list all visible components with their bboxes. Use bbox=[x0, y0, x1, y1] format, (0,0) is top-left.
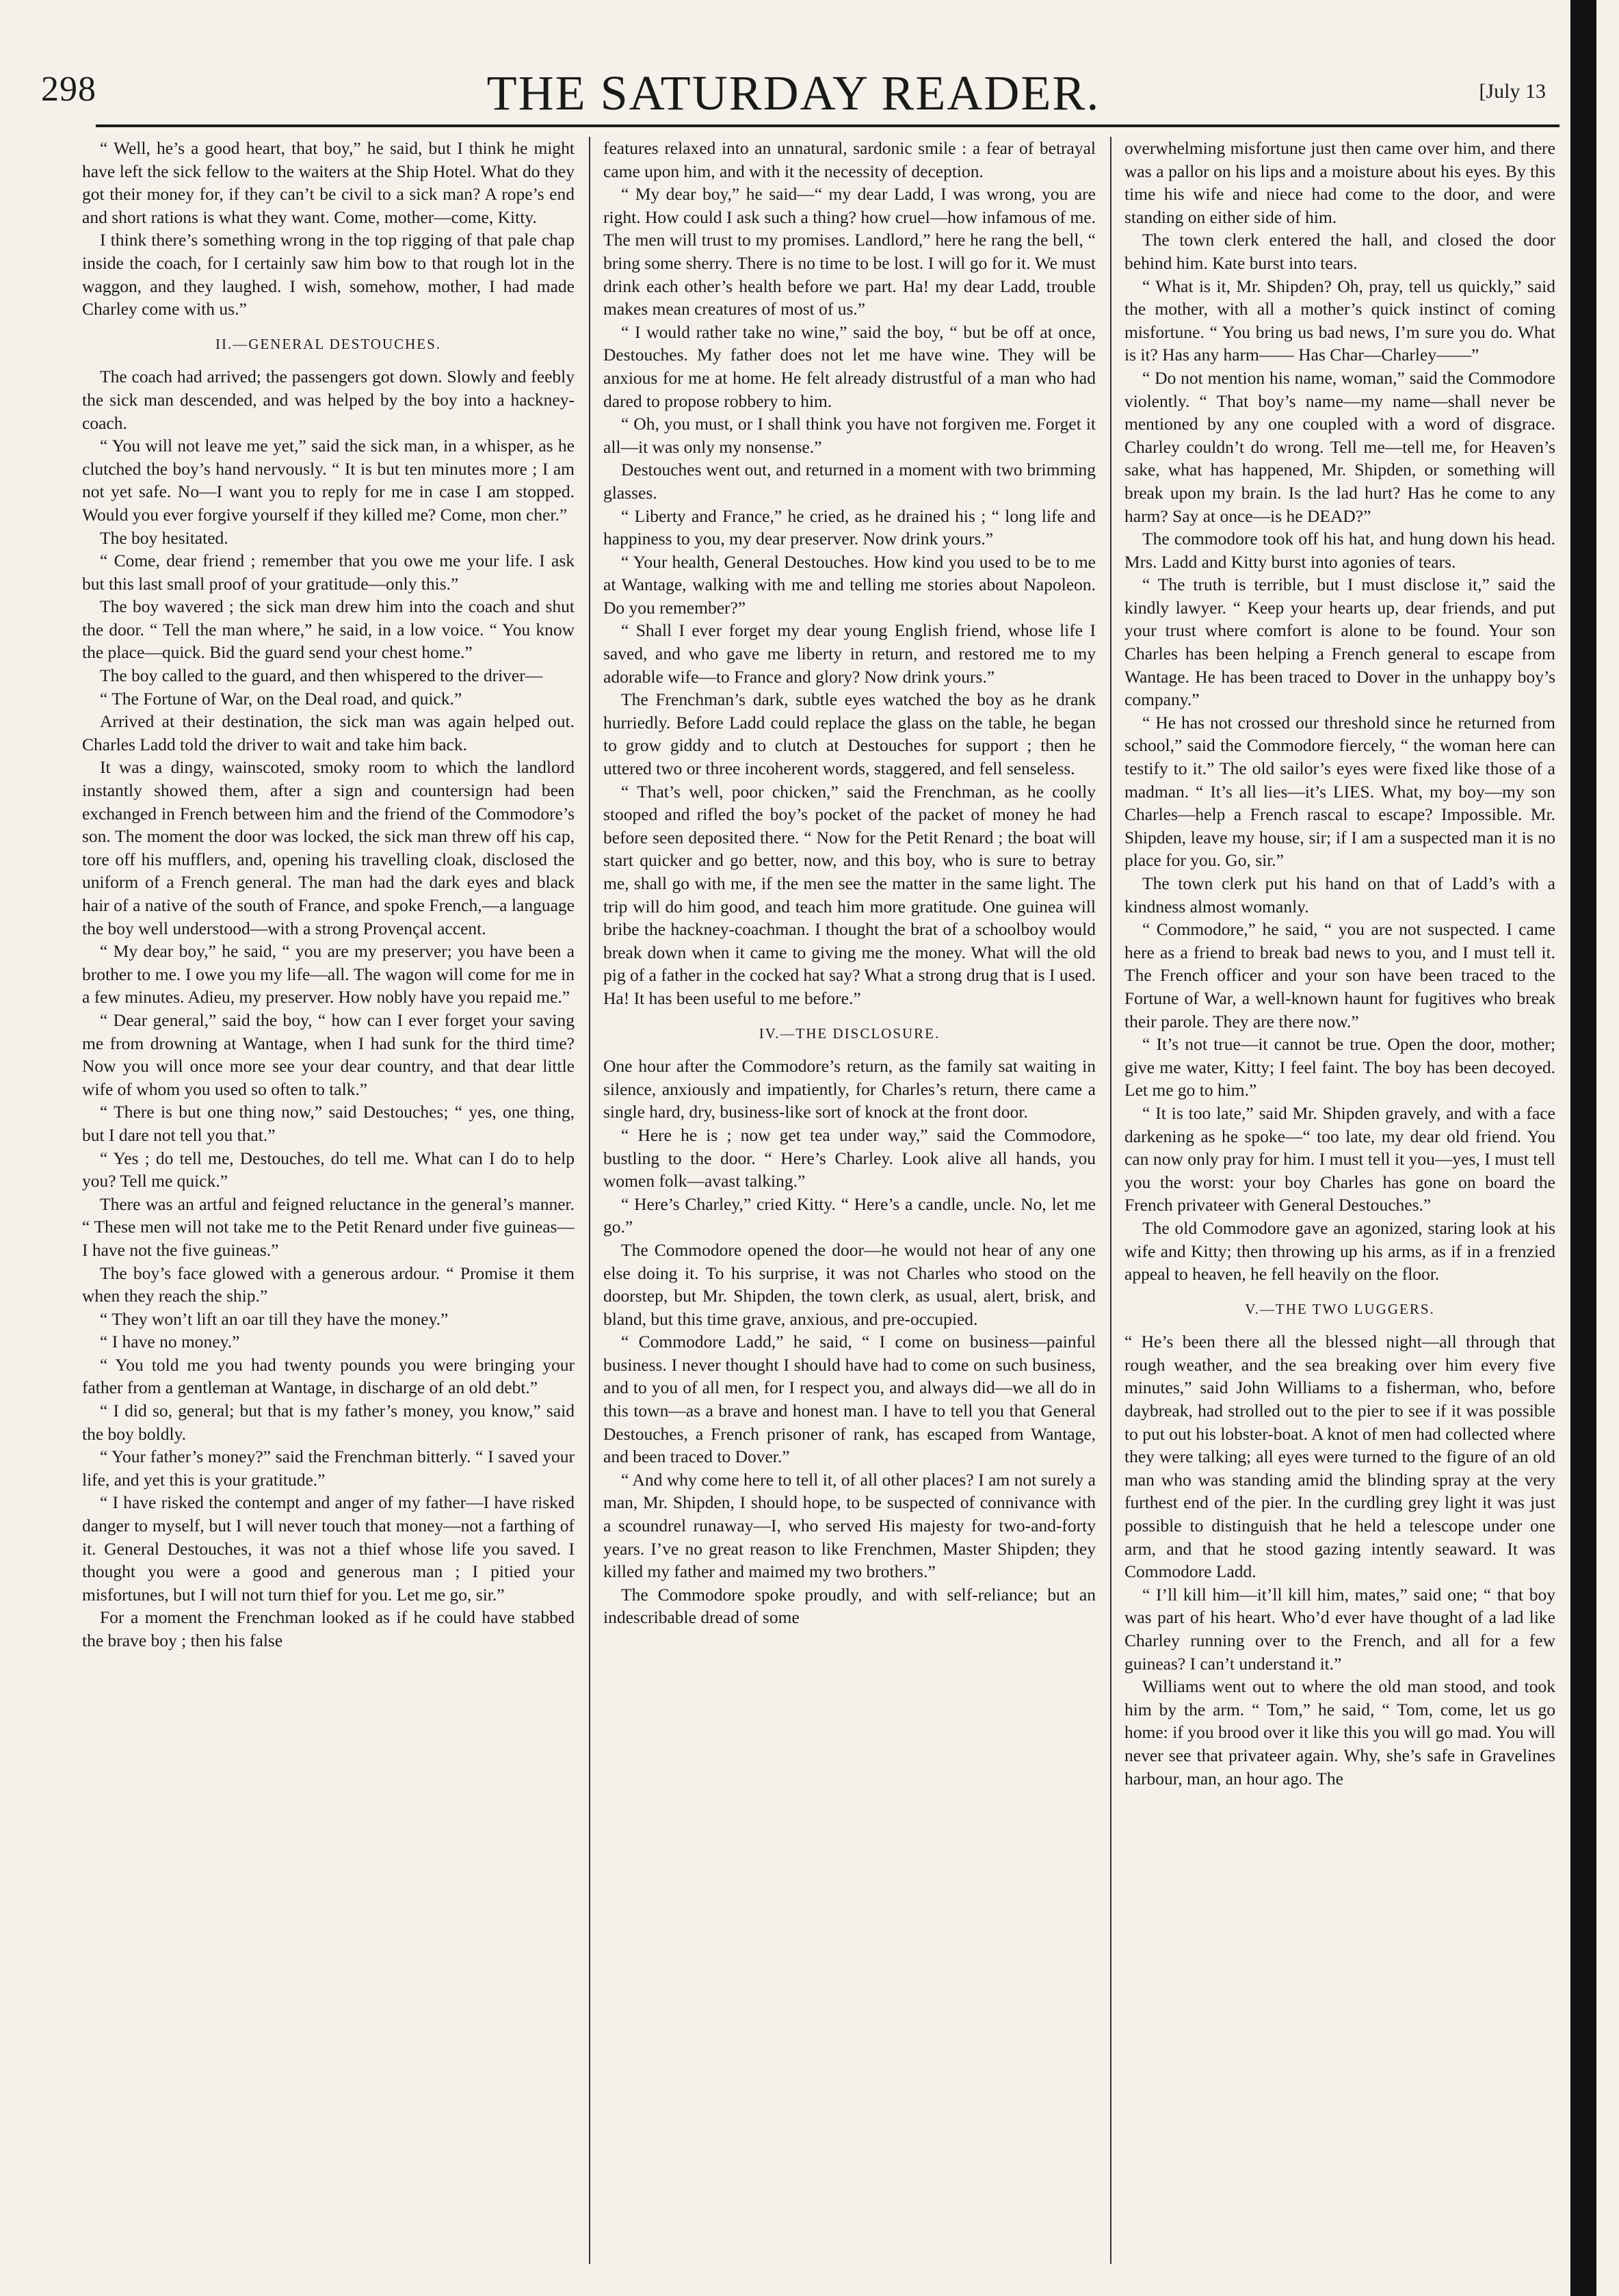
paragraph: “ He’s been there all the blessed night—all through that rough weather, and the sea breaking over him every five minutes,” said John Williams to a fisherman, who, before daybreak, had strolled out to the pier to see if it was possible to put out his lobster-boat. A knot of men had collected where they were talking; all eyes were turned to the figure of an old man who was standing amid the blinding spray at the very furthest end of the pier. In the curdling grey light it was just possible to distinguish that he held a telescope under one arm, and that he stood gazing intently seaward. It was Commodore Ladd. bbox=[1124, 1332, 1555, 1582]
paragraph: The Commodore spoke proudly, and with self-reliance; but an indescribable dread of some bbox=[603, 1584, 1096, 1628]
paragraph: “ Your father’s money?” said the Frenchman bitterly. “ I saved your life, and yet this is your gratitude.” bbox=[82, 1447, 575, 1490]
paragraph: The boy called to the guard, and then whispered to the driver— bbox=[100, 665, 543, 686]
page-number: 298 bbox=[41, 70, 96, 109]
paragraph: One hour after the Commodore’s return, as the family sat waiting in silence, anxiously and impatiently, for Charles’s return, there came a single hard, dry, business-like sort of knock at the front door. bbox=[603, 1056, 1096, 1122]
paragraph: Williams went out to where the old man stood, and took him by the arm. “ Tom,” he said, “ Tom, come, let us go home: if you brood over it like this you will go mad. You will never see that privateer again. Why, she’s safe in Gravelines harbour, man, an hour ago. The bbox=[1124, 1676, 1555, 1789]
paragraph: The boy wavered ; the sick man drew him into the coach and shut the door. “ Tell the man where,” he said, in a low voice. “ You know the place—quick. Bid the guard send your chest home.” bbox=[82, 596, 575, 663]
paragraph: “ There is but one thing now,” said Destouches; “ yes, one thing, but I dare not tell you that.” bbox=[82, 1102, 575, 1145]
paragraph: The town clerk entered the hall, and closed the door behind him. Kate burst into tears. bbox=[1124, 230, 1555, 273]
page-header bbox=[41, 65, 1546, 127]
paragraph: Destouches went out, and returned in a moment with two brimming glasses. bbox=[603, 460, 1096, 503]
section-heading: V.—THE TWO LUGGERS. bbox=[1245, 1300, 1435, 1317]
paragraph: “ Do not mention his name, woman,” said the Commodore violently. “ That boy’s name—my name—shall never be mentioned by any one coupled with a word of disgrace. Charley couldn’t do wrong. Tell me—tell me, for Heaven’s sake, what has happened, Mr. Shipden, or something will break upon my brain. Is the lad hurt? Has he come to any harm? Say at once—is he DEAD?” bbox=[1124, 367, 1555, 526]
paragraph: “ Liberty and France,” he cried, as he drained his ; “ long life and happiness to you, my dear preserver. Now drink yours.” bbox=[603, 505, 1096, 549]
paragraph: overwhelming misfortune just then came over him, and there was a pallor on his lips and a moisture about his eyes. By this time his wife and niece had come to the door, and were standing on either side of him. bbox=[1124, 138, 1555, 227]
paragraph: The boy’s face glowed with a generous ardour. “ Promise it them when they reach the ship.” bbox=[82, 1263, 575, 1306]
paragraph: There was an artful and feigned reluctance in the general’s manner. “ These men will not take me to the Petit Renard under five guineas—I have not the five guineas.” bbox=[82, 1193, 575, 1260]
text-column-3 bbox=[1124, 137, 1555, 2264]
section-heading: II.—GENERAL DESTOUCHES. bbox=[215, 335, 442, 352]
paragraph: I think there’s something wrong in the top rigging of that pale chap inside the coach, for I certainly saw him bow to that rough lot in the waggon, and they laughed. I wish, somehow, mother, I had made Charley come with us.” bbox=[82, 230, 575, 319]
paragraph: “ And why come here to tell it, of all other places? I am not surely a man, Mr. Shipden, I should hope, to be suspected of connivance with a scoundrel runaway—I, who served His majesty for two-and-forty years. I’ve no great reason to like Frenchmen, Master Shipden; they killed my father and maimed my two brothers.” bbox=[603, 1469, 1096, 1582]
paragraph: “ You told me you had twenty pounds you were bringing your father from a gentleman at Wantage, in discharge of an old debt.” bbox=[82, 1354, 575, 1398]
masthead: THE SATURDAY READER. bbox=[486, 66, 1101, 120]
text-column-1 bbox=[82, 137, 575, 2264]
paragraph: The town clerk put his hand on that of Ladd’s with a kindness almost womanly. bbox=[1124, 873, 1555, 916]
paragraph: “ I have no money.” bbox=[100, 1332, 240, 1352]
paragraph: The old Commodore gave an agonized, staring look at his wife and Kitty; then throwing up his arms, as if in a frenzied appeal to heaven, he fell heavily on the floor. bbox=[1124, 1217, 1555, 1284]
paragraph: “ You will not leave me yet,” said the sick man, in a whisper, as he clutched the boy’s hand nervously. “ It is but ten minutes more ; I am not yet safe. No—I want you to reply for me in case I am stopped. Would you ever forgive yourself if they killed me? Come, mon cher.” bbox=[82, 436, 575, 525]
text-column-2 bbox=[603, 137, 1096, 2264]
paragraph: “ That’s well, poor chicken,” said the Frenchman, as he coolly stooped and rifled the boy’s pocket of the packet of money he had before seen deposited there. “ Now for the Petit Renard ; the boat will start quicker and go better, now, and this boy, who is sure to betray me, shall go with me, if the men see the matter in the same light. The trip will do him good, and teach him more gratitude. One guinea will bribe the hackney-coachman. I thought the brat of a schoolboy would break down when it came to giving me the money. What will the old pig of a father in the cocked hat say? What a strong drug that is I used. Ha! It has been useful to me before.” bbox=[603, 781, 1096, 1008]
paragraph: “ I’ll kill him—it’ll kill him, mates,” said one; “ that boy was part of his heart. Who’d ever have thought of a lad like Charley running over to the French, and all for a few guineas? I can’t understand it.” bbox=[1124, 1584, 1555, 1674]
paragraph: “ It is too late,” said Mr. Shipden gravely, and with a face darkening as he spoke—“ too late, my dear old friend. You can now only pray for him. I must tell it you—yes, I must tell you the worst: your boy Charles has gone on board the French privateer with General Destouches.” bbox=[1124, 1103, 1555, 1215]
paragraph: “ Here’s Charley,” cried Kitty. “ Here’s a candle, uncle. No, let me go.” bbox=[603, 1193, 1096, 1237]
paragraph: Arrived at their destination, the sick man was again helped out. Charles Ladd told the driver to wait and take him back. bbox=[82, 711, 575, 754]
paragraph: “ I have risked the contempt and anger of my father—I have risked danger to myself, but I will never touch that money—not a farthing of it. General Destouches, it was not a thief whose life you saved. I thought you were a good and generous man ; I pitied your misfortunes, but I will not turn thief for you. Let me go, sir.” bbox=[82, 1492, 575, 1605]
paragraph: “ Dear general,” said the boy, “ how can I ever forget your saving me from drowning at Wantage, when I had sunk for the third time? Now you will once more see your dear country, and that dear little wife of whom you used so often to talk.” bbox=[82, 1010, 575, 1099]
paragraph: “ Commodore,” he said, “ you are not suspected. I came here as a friend to break bad news to you, and I must tell it. The French officer and your son have been traced to the Fortune of War, a well-known haunt for fugitives who break their parole. They are there now.” bbox=[1124, 919, 1555, 1031]
paragraph: “ Come, dear friend ; remember that you owe me your life. I ask but this last small proof of your gratitude—only this.” bbox=[82, 551, 575, 594]
paragraph: “ They won’t lift an oar till they have the money.” bbox=[100, 1308, 449, 1329]
paragraph: The boy hesitated. bbox=[100, 527, 228, 548]
paragraph: The Commodore opened the door—he would not hear of any one else doing it. To his surprise, it was not Charles who stood on the doorstep, but Mr. Shipden, the town clerk, as usual, alert, brisk, and bland, but this time grave, anxious, and pre-occupied. bbox=[603, 1239, 1096, 1329]
paragraph: For a moment the Frenchman looked as if he could have stabbed the brave boy ; then his false bbox=[82, 1607, 575, 1650]
paragraph: “ The truth is terrible, but I must disclose it,” said the kindly lawyer. “ Keep your hearts up, dear friends, and put your trust where comfort is alone to be found. Your son Charles has been helping a French general to escape from Wantage. He has been traced to Dover in the unhappy boy’s company.” bbox=[1124, 575, 1555, 710]
paragraph: “ Here he is ; now get tea under way,” said the Commodore, bustling to the door. “ Here’s Charley. Look alive all hands, you women folk—avast talking.” bbox=[603, 1124, 1096, 1191]
paragraph: “ Oh, you must, or I shall think you have not forgiven me. Forget it all—it was only my nonsense.” bbox=[603, 414, 1096, 457]
paragraph: “ Yes ; do tell me, Destouches, do tell me. What can I do to help you? Tell me quick.” bbox=[82, 1148, 575, 1191]
paragraph: “ My dear boy,” he said, “ you are my preserver; you have been a brother to me. I owe you my life—all. The wagon will come for me in a few minutes. Adieu, my preserver. How nobly have you repaid me.” bbox=[82, 941, 575, 1007]
paragraph: The commodore took off his hat, and hung down his head. Mrs. Ladd and Kitty burst into agonies of tears. bbox=[1124, 529, 1555, 572]
section-heading: IV.—THE DISCLOSURE. bbox=[759, 1025, 940, 1042]
issue-date: [July 13 bbox=[1479, 80, 1546, 103]
column-rule bbox=[1110, 137, 1111, 2264]
paragraph: “ I did so, general; but that is my father’s money, you know,” said the boy boldly. bbox=[82, 1401, 575, 1444]
paragraph: “ What is it, Mr. Shipden? Oh, pray, tell us quickly,” said the mother, with all a mother’s quick instinct of coming misfortune. “ You bring us bad news, I’m sure you do. What is it? Has any harm—— Has Char—Charley——” bbox=[1124, 276, 1555, 365]
paragraph: “ My dear boy,” he said—“ my dear Ladd, I was wrong, you are right. How could I ask such a thing? how cruel—how infamous of me. The men will trust to my promises. Landlord,” here he rang the bell, “ bring some sherry. There is no time to be lost. I will go for it. We must drink each other’s health before we part. Ha! my dear Ladd, trouble makes mean creatures of most of us.” bbox=[603, 184, 1096, 319]
paragraph: The coach had arrived; the passengers got down. Slowly and feebly the sick man descended, and was helped by the boy into a hackney-coach. bbox=[82, 367, 575, 433]
page-edge-bar bbox=[1570, 0, 1596, 2296]
column-rule bbox=[589, 137, 590, 2264]
paragraph: “ It’s not true—it cannot be true. Open the door, mother; give me water, Kitty; I feel faint. The boy has been decoyed. Let me go to him.” bbox=[1124, 1034, 1555, 1100]
header-rule bbox=[96, 124, 1559, 127]
paragraph: It was a dingy, wainscoted, smoky room to which the landlord instantly showed them, after a sign and countersign had been exchanged in French between him and the friend of the Commodore’s son. The moment the door was locked, the sick man threw off his cap, tore off his mufflers, and, opening his travelling cloak, disclosed the uniform of a French general. The man had the dark eyes and black hair of a native of the south of France, and spoke French,—a language the boy well understood—with a strong Provençal accent. bbox=[82, 757, 575, 938]
paragraph: “ Shall I ever forget my dear young English friend, whose life I saved, and who gave me liberty in return, and restored me to my adorable wife—to France and glory? Now drink yours.” bbox=[603, 620, 1096, 687]
paragraph: features relaxed into an unnatural, sardonic smile : a fear of betrayal came upon him, and with it the necessity of deception. bbox=[603, 138, 1096, 181]
paragraph: “ Commodore Ladd,” he said, “ I come on business—painful business. I never thought I should have had to come on such business, and to you of all men, for I respect you, and always did—we all do in this town—as a brave and honest man. I have to tell you that General Destouches, a French prisoner of rank, has escaped from Wantage, and been traced to Dover.” bbox=[603, 1332, 1096, 1467]
paragraph: “ Well, he’s a good heart, that boy,” he said, but I think he might have left the sick fellow to the waiters at the Ship Hotel. What do they got their money for, if they can’t be civil to a sick man? A rope’s end and short rations is what they want. Come, mother—come, Kitty. bbox=[82, 138, 575, 227]
paragraph: “ Your health, General Destouches. How kind you used to be to me at Wantage, walking with me and telling me stories about Napoleon. Do you remember?” bbox=[603, 551, 1096, 618]
paragraph: The Frenchman’s dark, subtle eyes watched the boy as he drank hurriedly. Before Ladd could replace the glass on the table, he began to grow giddy and to clutch at Destouches for support ; then he uttered two or three incoherent words, staggered, and fell senseless. bbox=[603, 689, 1096, 779]
paragraph: “ The Fortune of War, on the Deal road, and quick.” bbox=[100, 688, 462, 709]
paragraph: “ He has not crossed our threshold since he returned from school,” said the Commodore fiercely, “ the woman here can testify to it.” The old sailor’s eyes were fixed like those of a madman. “ It’s all lies—it’s LIES. What, my boy—my son Charles—help a French rascal to escape? Impossible. Mr. Shipden, leave my house, sir; if I am a suspected man it is no place for you. Go, sir.” bbox=[1124, 712, 1555, 871]
paragraph: “ I would rather take no wine,” said the boy, “ but be off at once, Destouches. My father does not let me have wine. They will be anxious for me at home. He felt already distrustful of a man who had dared to propose robbery to him. bbox=[603, 321, 1096, 411]
